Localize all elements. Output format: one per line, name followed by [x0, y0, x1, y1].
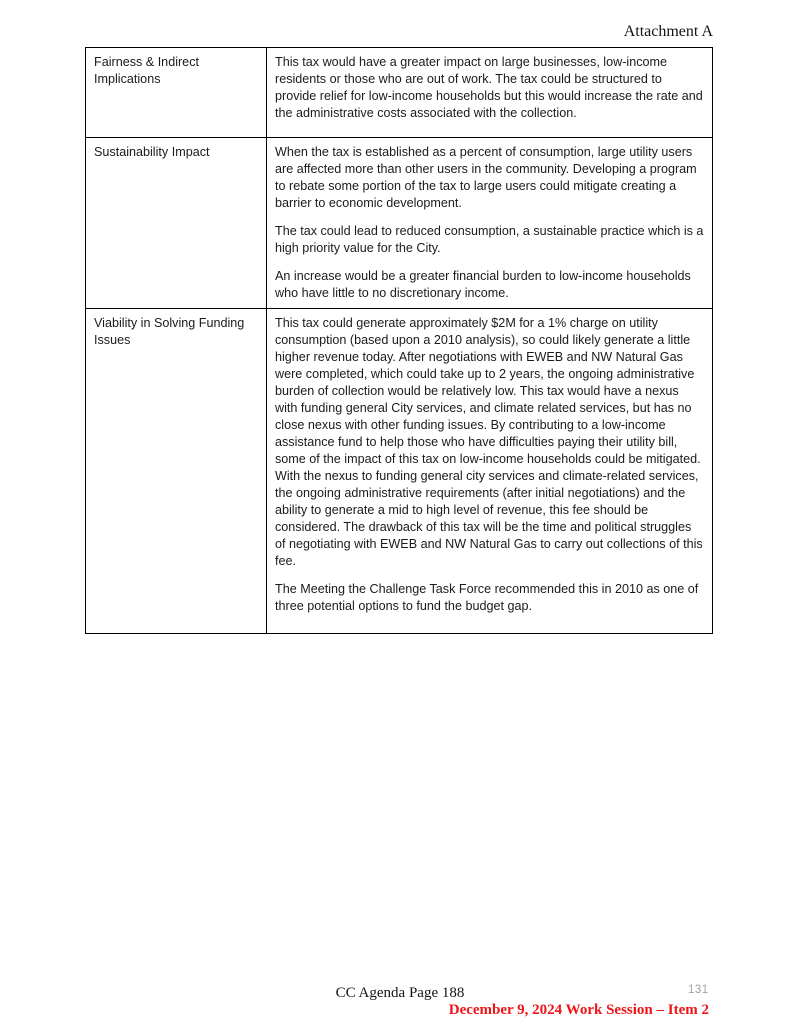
paragraph: This tax could generate approximately $2M for a 1% charge on utility consumption (based upon a 2010 analysis), so could likely generate a little higher revenue today. After negotiations with EWEB and NW Natural Gas were completed, which could take up to 2 years, the ongoing administrative burden of collection would be relatively low. This tax would have a nexus with funding general City services, and climate related services, but has no close nexus with other funding issues. By contributing to a low-income assistance fund to help those who have difficulties paying their utility bill, some of the impact of this tax on low-income households could be mitigated. With the nexus to funding general city services and climate-related services, the ongoing administrative requirements (after initial negotiations) and the ability to generate a mid to high level of revenue, this fee should be considered. The drawback of this tax will be the time and political struggles of negotiating with EWEB and NW Natural Gas to carry out collections of this fee. — [275, 316, 703, 568]
paragraph: The Meeting the Challenge Task Force recommended this in 2010 as one of three potential options to fund the budget gap. — [275, 582, 699, 613]
funding-option-table — [85, 47, 713, 634]
paragraph: An increase would be a greater financial burden to low-income households who have little to no discretionary income. — [275, 269, 691, 300]
footer-page-number: 131 — [688, 984, 709, 996]
row-label-fairness: Fairness & Indirect Implications — [86, 48, 267, 138]
row-label-viability: Viability in Solving Funding Issues — [86, 309, 267, 634]
row-content-sustainability — [267, 138, 713, 309]
row-content-viability — [267, 309, 713, 634]
table-row-fairness — [86, 48, 713, 138]
paragraph: This tax would have a greater impact on large businesses, low-income residents or those who are out of work. The tax could be structured to provide relief for low-income households but this would increase the rate and the administrative costs associated with the collection. — [275, 55, 703, 120]
paragraph: When the tax is established as a percent of consumption, large utility users are affected more than other users in the community. Developing a program to rebate some portion of the tax to large users could mitigate creating a barrier to economic development. — [275, 145, 697, 210]
footer-agenda-page: CC Agenda Page 188 — [335, 985, 465, 1001]
attachment-label: Attachment A — [623, 23, 713, 40]
table-row-sustainability — [86, 138, 713, 309]
table-row-viability — [86, 309, 713, 634]
row-label-sustainability: Sustainability Impact — [86, 138, 267, 309]
paragraph: The tax could lead to reduced consumption, a sustainable practice which is a high priority value for the City. — [275, 224, 704, 255]
footer-session-note: December 9, 2024 Work Session – Item 2 — [448, 1002, 709, 1018]
row-content-fairness — [267, 48, 713, 138]
